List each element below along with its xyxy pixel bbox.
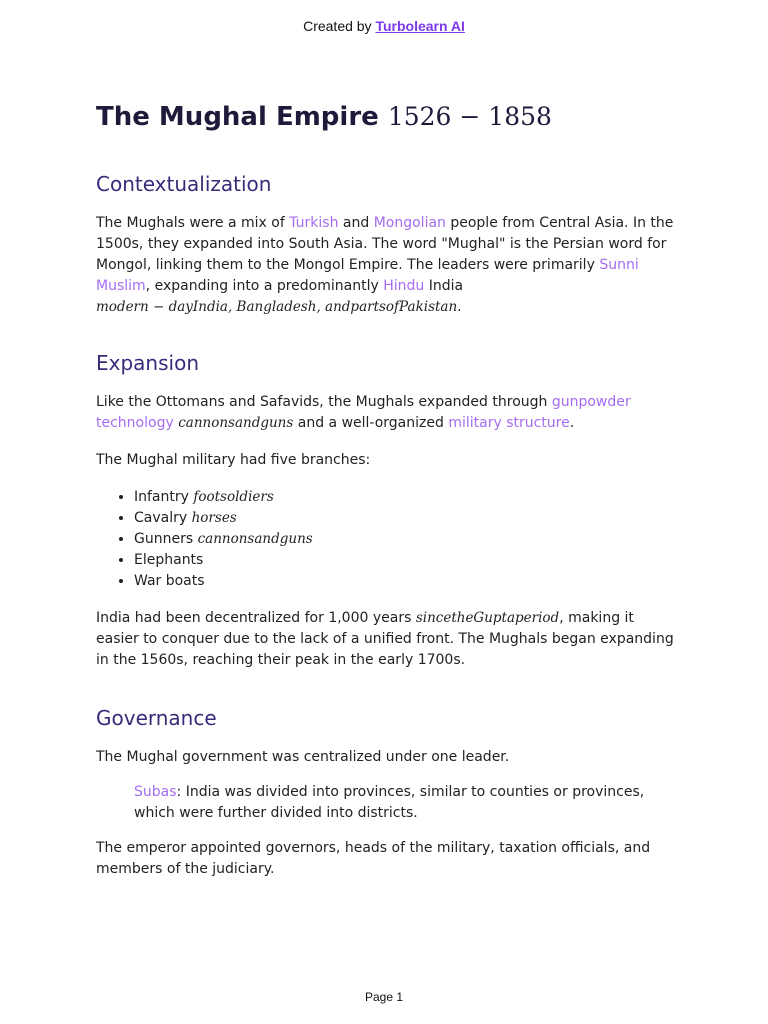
created-by-prefix: Created by (303, 18, 376, 34)
math-gupta-period: sincetheGuptaperiod (415, 610, 560, 626)
highlight-subas: Subas (134, 784, 177, 800)
page-title-text: The Mughal Empire (96, 102, 388, 132)
text-run: people from Central Asia. In the 1500s, they expanded into South Asia. The word "Mughal" is the Persian word for Mongol, linking them to the Mongol Empire. The leaders were primarily (96, 215, 674, 273)
text-run: , making it easier to conquer due to the lack of a unified front. The Mughals began expanding in the 1560s, reaching their peak in the early 1700s. (96, 610, 674, 668)
list-item (134, 529, 676, 550)
turbolearn-link[interactable]: Turbolearn AI (375, 18, 465, 34)
branch-label: Elephants (134, 552, 204, 568)
branch-label: Infantry (134, 489, 194, 505)
list-item (134, 487, 676, 508)
branch-math: footsoldiers (193, 489, 274, 505)
created-by-banner (0, 18, 768, 34)
text-run: India had been decentralized for 1,000 years (96, 610, 416, 626)
text-run: and (338, 215, 374, 231)
highlight-military-structure: military structure (448, 415, 570, 431)
text-run: and a well-organized (293, 415, 449, 431)
page-title-date-range: 1526 − 1858 (387, 102, 552, 131)
expansion-paragraph-1 (96, 392, 676, 434)
highlight-turkish: Turkish (289, 215, 339, 231)
math-modern-regions: modern − dayIndia, Bangladesh, andpartsofPakistan (96, 299, 458, 315)
text-run: : India was divided into provinces, similar to counties or provinces, which were further divided into districts. (134, 784, 645, 821)
heading-governance: Governance (96, 706, 217, 730)
branch-math: cannonsandguns (197, 531, 313, 547)
text-run: . (569, 415, 575, 431)
text-run: The Mughals were a mix of (96, 215, 290, 231)
branch-label: War boats (134, 573, 205, 589)
branch-label: Cavalry (134, 510, 192, 526)
page-title (96, 100, 676, 134)
text-run: India (424, 278, 464, 294)
text-run: . (457, 299, 462, 315)
governance-paragraph-2: The emperor appointed governors, heads of the military, taxation officials, and members of the judiciary. (96, 840, 651, 877)
subas-definition (96, 782, 676, 824)
page-number: Page 1 (364, 990, 404, 1004)
highlight-hindu: Hindu (383, 278, 425, 294)
text-run: Like the Ottomans and Safavids, the Mughals expanded through (96, 394, 552, 410)
list-item (134, 550, 676, 571)
branch-math: horses (191, 510, 237, 526)
highlight-mongolian: Mongolian (373, 215, 446, 231)
math-cannons-and-guns: cannonsandguns (178, 415, 294, 431)
branch-label: Gunners (134, 531, 198, 547)
heading-contextualization: Contextualization (96, 172, 272, 196)
document-content (96, 100, 676, 880)
expansion-paragraph-2: The Mughal military had five branches: (96, 452, 371, 468)
text-run: , expanding into a predominantly (145, 278, 384, 294)
expansion-paragraph-3 (96, 608, 676, 671)
list-item (134, 508, 676, 529)
military-branches-list (96, 487, 676, 592)
highlight-sunni-muslim: Sunni Muslim (96, 257, 639, 294)
list-item (134, 571, 676, 592)
contextualization-paragraph (96, 213, 676, 318)
heading-expansion: Expansion (96, 351, 199, 375)
highlight-gunpowder-technology: gunpowder technology (96, 394, 631, 431)
governance-paragraph-1: The Mughal government was centralized under one leader. (96, 749, 510, 765)
